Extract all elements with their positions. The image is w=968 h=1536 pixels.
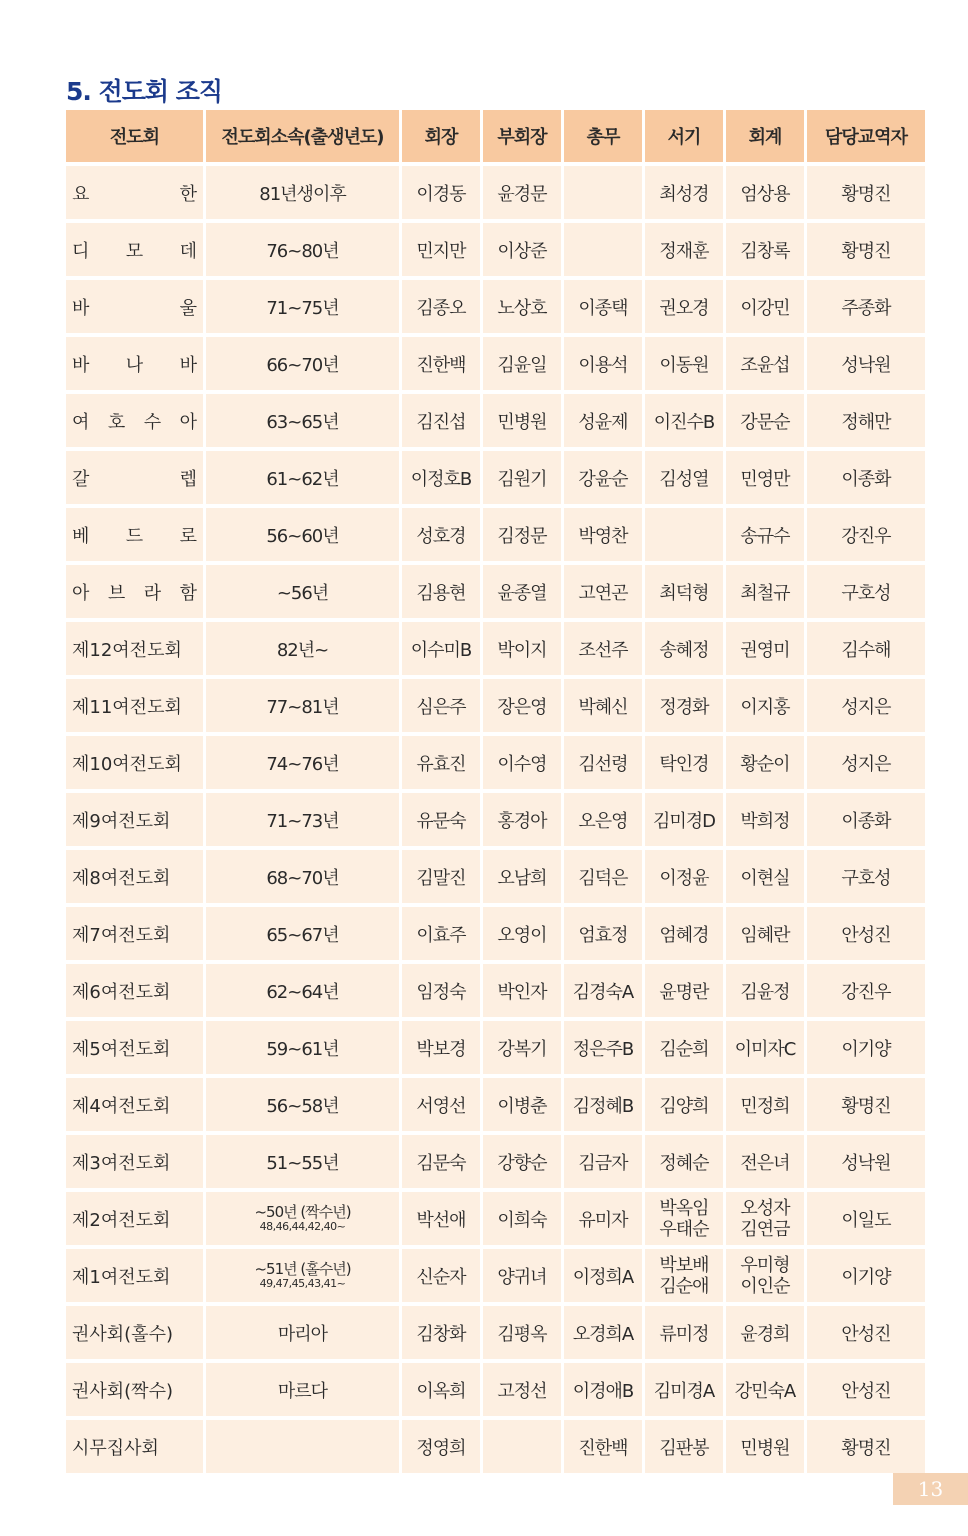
president: 성호경 (402, 508, 480, 561)
treasurer: 송규수 (726, 508, 804, 561)
group-name: 제11여전도회 (66, 679, 203, 732)
general-affairs (564, 166, 642, 219)
treasurer: 김윤정 (726, 964, 804, 1017)
table-row (66, 280, 925, 333)
president: 이옥희 (402, 1363, 480, 1416)
header-pastor: 담당교역자 (807, 110, 925, 162)
treasurer: 임혜란 (726, 907, 804, 960)
group-name: 바 울 (66, 280, 203, 333)
table-row (66, 508, 925, 561)
group-name: 제12여전도회 (66, 622, 203, 675)
group-name: 요 한 (66, 166, 203, 219)
president: 이효주 (402, 907, 480, 960)
birth-year: 56~58년 (206, 1078, 399, 1131)
vice-president: 김윤일 (483, 337, 561, 390)
treasurer: 민병원 (726, 1420, 804, 1473)
general-affairs: 엄효정 (564, 907, 642, 960)
vice-president: 이수영 (483, 736, 561, 789)
table-row (66, 394, 925, 447)
general-affairs: 성윤제 (564, 394, 642, 447)
president: 김말진 (402, 850, 480, 903)
secretary (645, 1192, 723, 1245)
group-name: 제4여전도회 (66, 1078, 203, 1131)
vice-president: 이병춘 (483, 1078, 561, 1131)
secretary-name: 우태순 (659, 1218, 709, 1240)
treasurer: 김창록 (726, 223, 804, 276)
pastor: 구호성 (807, 850, 925, 903)
group-name: 제3여전도회 (66, 1135, 203, 1188)
table-row (66, 964, 925, 1017)
president: 진한백 (402, 337, 480, 390)
pastor: 안성진 (807, 1306, 925, 1359)
vice-president: 고정선 (483, 1363, 561, 1416)
birth-year: 68~70년 (206, 850, 399, 903)
table-row (66, 166, 925, 219)
treasurer-name: 김연금 (740, 1218, 790, 1240)
header-group: 전도회 (66, 110, 203, 162)
header-vice-president: 부회장 (483, 110, 561, 162)
treasurer-name: 우미형 (740, 1254, 790, 1276)
secretary: 최덕형 (645, 565, 723, 618)
birth-year: 71~75년 (206, 280, 399, 333)
birth-year: 59~61년 (206, 1021, 399, 1074)
group-name: 시무집사회 (66, 1420, 203, 1473)
president: 김창화 (402, 1306, 480, 1359)
group-name: 제5여전도회 (66, 1021, 203, 1074)
secretary-name: 박보배 (659, 1254, 709, 1276)
pastor: 안성진 (807, 907, 925, 960)
president: 서영선 (402, 1078, 480, 1131)
table-row (66, 793, 925, 846)
group-name: 제1여전도회 (66, 1249, 203, 1302)
general-affairs: 이경애B (564, 1363, 642, 1416)
vice-president: 민병원 (483, 394, 561, 447)
vice-president: 윤종열 (483, 565, 561, 618)
birth-year: 마리아 (206, 1306, 399, 1359)
general-affairs: 김선령 (564, 736, 642, 789)
page-title: 5. 전도회 조직 (66, 77, 223, 106)
birth-year: 마르다 (206, 1363, 399, 1416)
birth-year-list: 48,46,44,42,40~ (259, 1219, 346, 1233)
birth-year: 63~65년 (206, 394, 399, 447)
secretary: 이동원 (645, 337, 723, 390)
group-name: 여 호 수 아 (66, 394, 203, 447)
group-name: 갈 렙 (66, 451, 203, 504)
treasurer-name: 오성자 (740, 1197, 790, 1219)
president: 이정호B (402, 451, 480, 504)
vice-president: 노상호 (483, 280, 561, 333)
pastor: 강진우 (807, 508, 925, 561)
birth-year-list: 49,47,45,43,41~ (259, 1276, 346, 1290)
birth-year: 76~80년 (206, 223, 399, 276)
pastor: 구호성 (807, 565, 925, 618)
pastor: 이기양 (807, 1021, 925, 1074)
secretary: 정재훈 (645, 223, 723, 276)
president: 유문숙 (402, 793, 480, 846)
pastor: 이종화 (807, 793, 925, 846)
vice-president: 윤경문 (483, 166, 561, 219)
president: 김문숙 (402, 1135, 480, 1188)
vice-president: 양귀녀 (483, 1249, 561, 1302)
treasurer: 조윤섭 (726, 337, 804, 390)
vice-president: 오남희 (483, 850, 561, 903)
page-number: 13 (893, 1473, 968, 1505)
secretary: 최성경 (645, 166, 723, 219)
treasurer: 전은녀 (726, 1135, 804, 1188)
table-row (66, 451, 925, 504)
table-row (66, 907, 925, 960)
general-affairs: 이정희A (564, 1249, 642, 1302)
pastor: 성지은 (807, 736, 925, 789)
birth-year-range: ~51년 (홀수년) (254, 1259, 351, 1278)
table-row (66, 337, 925, 390)
general-affairs: 진한백 (564, 1420, 642, 1473)
president: 이경동 (402, 166, 480, 219)
secretary (645, 508, 723, 561)
treasurer: 권영미 (726, 622, 804, 675)
group-name: 제10여전도회 (66, 736, 203, 789)
birth-year: 61~62년 (206, 451, 399, 504)
table-header-row (66, 110, 925, 162)
secretary: 김판봉 (645, 1420, 723, 1473)
birth-year: 77~81년 (206, 679, 399, 732)
general-affairs: 조선주 (564, 622, 642, 675)
birth-year: 82년~ (206, 622, 399, 675)
group-name: 제6여전도회 (66, 964, 203, 1017)
secretary: 윤명란 (645, 964, 723, 1017)
secretary: 류미정 (645, 1306, 723, 1359)
treasurer (726, 1249, 804, 1302)
pastor: 성낙원 (807, 337, 925, 390)
treasurer (726, 1192, 804, 1245)
birth-year: 74~76년 (206, 736, 399, 789)
general-affairs: 오은영 (564, 793, 642, 846)
general-affairs: 박혜신 (564, 679, 642, 732)
secretary (645, 1249, 723, 1302)
vice-president: 장은영 (483, 679, 561, 732)
table-row (66, 679, 925, 732)
table-row (66, 1249, 925, 1302)
treasurer: 엄상용 (726, 166, 804, 219)
president: 박보경 (402, 1021, 480, 1074)
general-affairs: 이용석 (564, 337, 642, 390)
header-president: 회장 (402, 110, 480, 162)
group-name: 권사회(짝수) (66, 1363, 203, 1416)
treasurer: 민정희 (726, 1078, 804, 1131)
vice-president: 박이지 (483, 622, 561, 675)
pastor: 황명진 (807, 223, 925, 276)
pastor: 강진우 (807, 964, 925, 1017)
general-affairs: 정은주B (564, 1021, 642, 1074)
secretary: 정혜순 (645, 1135, 723, 1188)
secretary: 김양희 (645, 1078, 723, 1131)
president: 임정숙 (402, 964, 480, 1017)
vice-president: 김정문 (483, 508, 561, 561)
vice-president: 김평옥 (483, 1306, 561, 1359)
group-name: 제8여전도회 (66, 850, 203, 903)
treasurer: 최철규 (726, 565, 804, 618)
group-name: 바 나 바 (66, 337, 203, 390)
header-treasurer: 회계 (726, 110, 804, 162)
table-row (66, 1021, 925, 1074)
pastor: 황명진 (807, 166, 925, 219)
table-row (66, 1192, 925, 1245)
secretary: 이정윤 (645, 850, 723, 903)
group-name: 아 브 라 함 (66, 565, 203, 618)
vice-president: 강향순 (483, 1135, 561, 1188)
general-affairs: 박영찬 (564, 508, 642, 561)
treasurer: 이지홍 (726, 679, 804, 732)
birth-year-range: ~50년 (짝수년) (254, 1202, 351, 1221)
pastor: 김수해 (807, 622, 925, 675)
treasurer-name: 이인순 (740, 1275, 790, 1297)
table-row (66, 565, 925, 618)
pastor: 이기양 (807, 1249, 925, 1302)
treasurer: 이현실 (726, 850, 804, 903)
president: 박선애 (402, 1192, 480, 1245)
secretary: 김순희 (645, 1021, 723, 1074)
treasurer: 윤경희 (726, 1306, 804, 1359)
header-general-affairs: 총무 (564, 110, 642, 162)
group-name: 제7여전도회 (66, 907, 203, 960)
secretary-name: 김순애 (659, 1275, 709, 1297)
table-row (66, 1420, 925, 1473)
secretary: 이진수B (645, 394, 723, 447)
birth-year: 81년생이후 (206, 166, 399, 219)
secretary-name: 박옥임 (659, 1197, 709, 1219)
vice-president (483, 1420, 561, 1473)
treasurer: 이미자C (726, 1021, 804, 1074)
president: 신순자 (402, 1249, 480, 1302)
treasurer: 민영만 (726, 451, 804, 504)
general-affairs: 유미자 (564, 1192, 642, 1245)
pastor: 성지은 (807, 679, 925, 732)
general-affairs: 오경희A (564, 1306, 642, 1359)
general-affairs: 강윤순 (564, 451, 642, 504)
header-secretary: 서기 (645, 110, 723, 162)
pastor: 성낙원 (807, 1135, 925, 1188)
treasurer: 황순이 (726, 736, 804, 789)
table-row (66, 223, 925, 276)
vice-president: 오영이 (483, 907, 561, 960)
birth-year (206, 1192, 399, 1245)
secretary: 엄혜경 (645, 907, 723, 960)
secretary: 김미경A (645, 1363, 723, 1416)
birth-year: 65~67년 (206, 907, 399, 960)
vice-president: 이상준 (483, 223, 561, 276)
table-row (66, 1078, 925, 1131)
pastor: 안성진 (807, 1363, 925, 1416)
pastor: 이종화 (807, 451, 925, 504)
vice-president: 김원기 (483, 451, 561, 504)
treasurer: 강문순 (726, 394, 804, 447)
group-name: 디 모 데 (66, 223, 203, 276)
pastor: 이일도 (807, 1192, 925, 1245)
president: 김진섭 (402, 394, 480, 447)
vice-president: 홍경아 (483, 793, 561, 846)
pastor: 주종화 (807, 280, 925, 333)
table-row (66, 1363, 925, 1416)
president: 민지만 (402, 223, 480, 276)
table-row (66, 736, 925, 789)
group-name: 제9여전도회 (66, 793, 203, 846)
pastor: 황명진 (807, 1420, 925, 1473)
general-affairs: 이종택 (564, 280, 642, 333)
pastor: 황명진 (807, 1078, 925, 1131)
secretary: 김성열 (645, 451, 723, 504)
treasurer: 강민숙A (726, 1363, 804, 1416)
general-affairs (564, 223, 642, 276)
birth-year: 62~64년 (206, 964, 399, 1017)
secretary: 김미경D (645, 793, 723, 846)
birth-year: 56~60년 (206, 508, 399, 561)
general-affairs: 김덕은 (564, 850, 642, 903)
president: 이수미B (402, 622, 480, 675)
vice-president: 이희숙 (483, 1192, 561, 1245)
general-affairs: 고연곤 (564, 565, 642, 618)
birth-year: 51~55년 (206, 1135, 399, 1188)
header-birth-year: 전도회소속(출생년도) (206, 110, 399, 162)
president: 유효진 (402, 736, 480, 789)
table-row (66, 1135, 925, 1188)
secretary: 권오경 (645, 280, 723, 333)
birth-year (206, 1249, 399, 1302)
general-affairs: 김정혜B (564, 1078, 642, 1131)
president: 정영희 (402, 1420, 480, 1473)
birth-year: 71~73년 (206, 793, 399, 846)
table-row (66, 622, 925, 675)
general-affairs: 김금자 (564, 1135, 642, 1188)
birth-year: ~56년 (206, 565, 399, 618)
treasurer: 이강민 (726, 280, 804, 333)
birth-year: 66~70년 (206, 337, 399, 390)
general-affairs: 김경숙A (564, 964, 642, 1017)
group-name: 베 드 로 (66, 508, 203, 561)
secretary: 탁인경 (645, 736, 723, 789)
vice-president: 박인자 (483, 964, 561, 1017)
table-row (66, 850, 925, 903)
group-name: 제2여전도회 (66, 1192, 203, 1245)
secretary: 송혜정 (645, 622, 723, 675)
president: 김종오 (402, 280, 480, 333)
organization-table (63, 106, 928, 1477)
treasurer: 박희정 (726, 793, 804, 846)
president: 심은주 (402, 679, 480, 732)
president: 김용현 (402, 565, 480, 618)
secretary: 정경화 (645, 679, 723, 732)
group-name: 권사회(홀수) (66, 1306, 203, 1359)
vice-president: 강복기 (483, 1021, 561, 1074)
table-row (66, 1306, 925, 1359)
birth-year (206, 1420, 399, 1473)
pastor: 정해만 (807, 394, 925, 447)
